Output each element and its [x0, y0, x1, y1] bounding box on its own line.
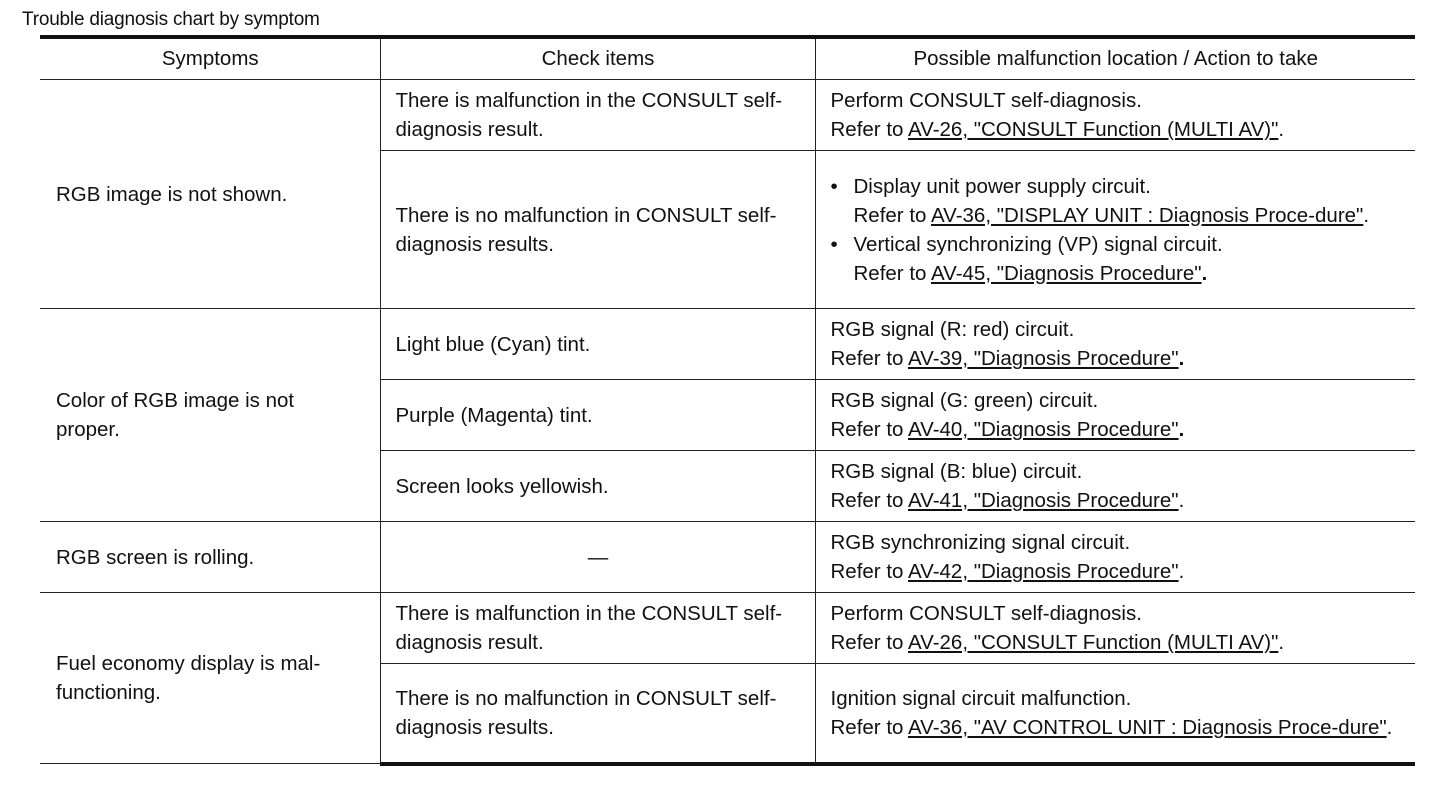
- reference-link[interactable]: AV-42, "Diagnosis Procedure": [908, 560, 1179, 583]
- reference-link[interactable]: AV-36, "AV CONTROL UNIT : Diagnosis Proce-dure": [908, 715, 1387, 739]
- table-row: [40, 80, 1415, 151]
- symptom-cell: RGB screen is rolling.: [40, 522, 380, 593]
- action-reference: [831, 115, 1410, 144]
- bullet-item: [831, 172, 1410, 230]
- action-reference: [831, 557, 1410, 586]
- check-item-cell: There is no malfunction in CONSULT self-diagnosis results.: [380, 151, 815, 309]
- action-reference: [831, 713, 1410, 742]
- table-row: [40, 309, 1415, 380]
- action-reference: [831, 628, 1410, 657]
- header-symptoms: Symptoms: [40, 37, 380, 80]
- action-reference: [831, 486, 1410, 515]
- bullet-text: • Vertical synchronizing (VP) signal circuit.: [853, 232, 1223, 256]
- reference-link[interactable]: AV-45, "Diagnosis Procedure": [931, 261, 1202, 285]
- refer-to-label: Refer to: [830, 118, 908, 141]
- period: .: [1178, 560, 1185, 583]
- refer-to-label: Refer to: [853, 261, 931, 285]
- header-action: Possible malfunction location / Action to take: [815, 37, 1415, 80]
- action-text: Perform CONSULT self-diagnosis.: [830, 89, 1142, 112]
- action-text: RGB signal (R: red) circuit.: [830, 318, 1075, 341]
- symptom-cell: RGB image is not shown.: [40, 80, 380, 309]
- header-check-items: Check items: [380, 37, 815, 80]
- period: .: [1178, 418, 1185, 441]
- action-text: RGB signal (G: green) circuit.: [830, 389, 1099, 412]
- refer-to-label: Refer to: [830, 489, 908, 512]
- action-reference: [854, 259, 1410, 288]
- action-cell: [815, 151, 1415, 309]
- action-cell: [815, 309, 1415, 380]
- action-reference: [854, 201, 1410, 230]
- action-text: RGB synchronizing signal circuit.: [830, 531, 1131, 554]
- table-row: [40, 593, 1415, 664]
- period: .: [1278, 118, 1285, 141]
- reference-link[interactable]: AV-36, "DISPLAY UNIT : Diagnosis Proce-dure": [931, 203, 1364, 227]
- refer-to-label: Refer to: [853, 203, 931, 227]
- diagnosis-table: [40, 35, 1415, 766]
- action-cell: [815, 451, 1415, 522]
- check-item-cell: There is malfunction in the CONSULT self-diagnosis result.: [380, 593, 815, 664]
- bullet-text: • Display unit power supply circuit.: [853, 174, 1151, 198]
- action-cell: [815, 593, 1415, 664]
- check-item-cell: Purple (Magenta) tint.: [380, 380, 815, 451]
- check-item-cell: Screen looks yellowish.: [380, 451, 815, 522]
- symptom-cell: Fuel economy display is mal-functioning.: [40, 593, 380, 764]
- action-cell: [815, 664, 1415, 764]
- reference-link[interactable]: AV-26, "CONSULT Function (MULTI AV)": [908, 631, 1279, 654]
- refer-to-label: Refer to: [830, 418, 908, 441]
- chart-caption: Trouble diagnosis chart by symptom: [22, 9, 320, 30]
- period: .: [1201, 261, 1208, 285]
- reference-link[interactable]: AV-40, "Diagnosis Procedure": [908, 418, 1179, 441]
- check-item-cell: There is no malfunction in CONSULT self-diagnosis results.: [380, 664, 815, 764]
- table-header-row: [40, 37, 1415, 80]
- refer-to-label: Refer to: [830, 347, 908, 370]
- period: .: [1386, 715, 1393, 739]
- reference-link[interactable]: AV-26, "CONSULT Function (MULTI AV)": [908, 118, 1279, 141]
- action-reference: [831, 344, 1410, 373]
- period: .: [1178, 347, 1185, 370]
- table-row: [40, 522, 1415, 593]
- reference-link[interactable]: AV-41, "Diagnosis Procedure": [908, 489, 1179, 512]
- action-cell: [815, 522, 1415, 593]
- symptom-cell: Color of RGB image is not proper.: [40, 309, 380, 522]
- action-reference: [831, 415, 1410, 444]
- refer-to-label: Refer to: [830, 631, 908, 654]
- action-text: Ignition signal circuit malfunction.: [830, 686, 1132, 710]
- check-item-cell: Light blue (Cyan) tint.: [380, 309, 815, 380]
- action-text: Perform CONSULT self-diagnosis.: [830, 602, 1142, 625]
- check-item-cell: There is malfunction in the CONSULT self-diagnosis result.: [380, 80, 815, 151]
- period: .: [1278, 631, 1285, 654]
- action-text: RGB signal (B: blue) circuit.: [830, 460, 1083, 483]
- action-cell: [815, 380, 1415, 451]
- reference-link[interactable]: AV-39, "Diagnosis Procedure": [908, 347, 1179, 370]
- period: .: [1178, 489, 1185, 512]
- period: .: [1363, 203, 1370, 227]
- bullet-item: [831, 230, 1410, 288]
- refer-to-label: Refer to: [830, 715, 908, 739]
- refer-to-label: Refer to: [830, 560, 908, 583]
- action-cell: [815, 80, 1415, 151]
- check-item-cell: —: [380, 522, 815, 593]
- bullet-list: [831, 172, 1410, 288]
